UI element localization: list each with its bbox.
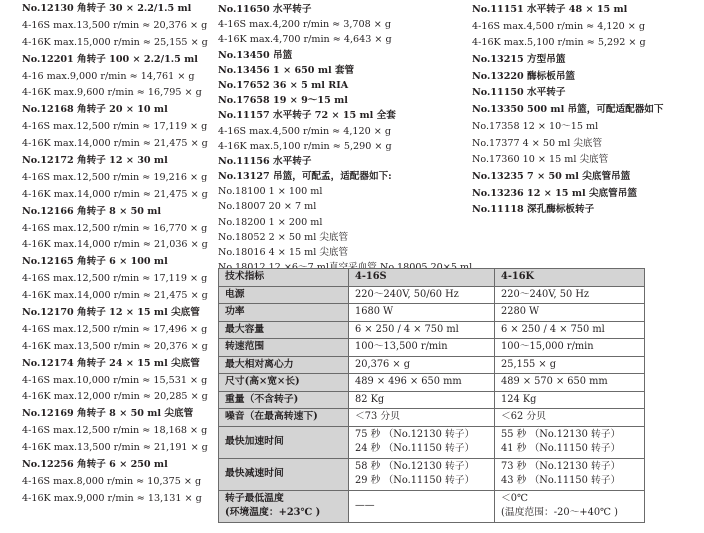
rotor-spec-line: 4-16S max.4,500 r/min ≈ 4,120 × g: [218, 125, 392, 137]
spec-table-header-row: [219, 269, 645, 287]
rotor-spec-line: 4-16K max.14,000 r/min ≈ 21,475 × g: [22, 290, 208, 302]
rotor-title: No.13236 12 × 15 ml 尖底管吊篮: [472, 187, 637, 199]
rotor-spec-line: No.18200 1 × 200 ml: [218, 216, 323, 228]
rotor-title: No.17652 36 × 5 ml RIA: [218, 79, 349, 91]
rotor-spec-line: 4-16K max.13,500 r/min ≈ 20,376 × g: [22, 340, 208, 352]
spec-value-4-16k: [495, 458, 645, 490]
rotor-spec-line: 4-16K max.9,600 r/min ≈ 16,795 × g: [22, 87, 202, 99]
rotor-spec-line: 4-16S max.12,500 r/min ≈ 19,216 × g: [22, 171, 208, 183]
rotor-title: No.13450 吊篮: [218, 49, 293, 61]
spec-value-4-16s: 6 × 250 / 4 × 750 ml: [349, 321, 495, 339]
rotor-spec-line: 4-16S max.8,000 r/min ≈ 10,375 × g: [22, 475, 202, 487]
spec-label: 重量（不含转子): [219, 391, 349, 409]
rotor-title: No.13456 1 × 650 ml 套管: [218, 64, 355, 76]
spec-value-4-16s: 220～240V, 50/60 Hz: [349, 286, 495, 304]
rotor-title: No.13235 7 × 50 ml 尖底管吊篮: [472, 170, 631, 182]
rotor-spec-line: No.17377 4 × 50 ml 尖底管: [472, 137, 603, 149]
rotor-title: No.13127 吊篮，可配孟，适配器如下:: [218, 171, 392, 183]
rotor-title: No.11156 水平转子: [218, 155, 312, 167]
rotor-spec-line: 4-16S max.12,500 r/min ≈ 16,770 × g: [22, 222, 208, 234]
rotor-spec-line: 4-16S max.4,500 r/min ≈ 4,120 × g: [472, 20, 646, 32]
spec-label: [219, 490, 349, 522]
rotor-title: No.11650 水平转子: [218, 4, 312, 15]
spec-label: 最大容量: [219, 321, 349, 339]
temp-value-line: ＜0℃: [501, 493, 528, 504]
rotor-spec-line: 4-16K max.5,100 r/min ≈ 5,290 × g: [218, 140, 392, 152]
spec-row-accel: [219, 426, 645, 458]
rotor-spec-line: No.18052 2 × 50 ml 尖底管: [218, 231, 349, 243]
spec-header-label: 技术指标: [219, 269, 349, 287]
spec-row: [219, 374, 645, 392]
spec-value-4-16s: 489 × 496 × 650 mm: [349, 374, 495, 392]
spec-row-decel: [219, 458, 645, 490]
spec-label: 最大相对离心力: [219, 356, 349, 374]
left-rotor-column: [22, 1, 208, 508]
spec-row: [219, 321, 645, 339]
spec-value-4-16s: 100～13,500 r/min: [349, 339, 495, 357]
time-line: 75 秒 （No.12130 转子）: [355, 429, 475, 440]
spec-label: 功率: [219, 304, 349, 322]
rotor-spec-line: No.17358 12 × 10～15 ml: [472, 120, 599, 132]
spec-row: [219, 304, 645, 322]
rotor-title: No.12165 角转子 6 × 100 ml: [22, 256, 168, 268]
spec-header-4-16k: 4-16K: [495, 269, 645, 287]
temp-label-line: 转子最低温度: [225, 493, 284, 504]
rotor-title: No.12168 角转子 20 × 10 ml: [22, 104, 168, 116]
rotor-spec-line: 4-16S max.10,000 r/min ≈ 15,531 × g: [22, 374, 208, 386]
spec-label: 转速范围: [219, 339, 349, 357]
spec-value-4-16k: 220～240V, 50 Hz: [495, 286, 645, 304]
middle-rotor-column: [218, 2, 472, 275]
spec-value-4-16k: 489 × 570 × 650 mm: [495, 374, 645, 392]
rotor-spec-line: 4-16K max.14,000 r/min ≈ 21,036 × g: [22, 239, 208, 251]
spec-value-4-16k: 124 Kg: [495, 391, 645, 409]
temp-label-line: (环境温度：+23℃ ): [225, 507, 321, 518]
spec-row: [219, 391, 645, 409]
spec-row: [219, 356, 645, 374]
spec-value-4-16s: ＜73 分贝: [349, 409, 495, 427]
temp-value-line: (温度范围：-20～+40℃ ): [501, 507, 618, 518]
time-line: 43 秒 （No.11150 转子）: [501, 475, 621, 486]
spec-value-4-16s: [349, 458, 495, 490]
spec-row: [219, 286, 645, 304]
spec-value-4-16s: [349, 426, 495, 458]
spec-label: 最快加速时间: [219, 426, 349, 458]
spec-value-4-16k: 100～15,000 r/min: [495, 339, 645, 357]
rotor-spec-line: No.18007 20 × 7 ml: [218, 201, 317, 213]
rotor-title: No.13215 方型吊篮: [472, 54, 566, 66]
spec-value-4-16k: ＜62 分贝: [495, 409, 645, 427]
rotor-title: No.17658 19 × 9～15 ml: [218, 95, 348, 107]
spec-label: 噪音（在最高转速下): [219, 409, 349, 427]
rotor-spec-line: 4-16S max.12,500 r/min ≈ 17,119 × g: [22, 121, 208, 133]
right-rotor-column: [472, 2, 664, 219]
rotor-spec-line: 4-16K max.14,000 r/min ≈ 21,475 × g: [22, 138, 208, 150]
rotor-title: No.12172 角转子 12 × 30 ml: [22, 155, 168, 167]
rotor-spec-line: 4-16S max.12,500 r/min ≈ 18,168 × g: [22, 425, 208, 437]
rotor-spec-line: 4-16K max.14,000 r/min ≈ 21,475 × g: [22, 188, 208, 200]
rotor-spec-line: 4-16S max.4,200 r/min ≈ 3,708 × g: [218, 19, 392, 31]
rotor-spec-line: 4-16K max.5,100 r/min ≈ 5,292 × g: [472, 37, 646, 49]
rotor-title: No.11157 水平转子 72 × 15 ml 全套: [218, 110, 396, 122]
rotor-spec-line: 4-16S max.13,500 r/min ≈ 20,376 × g: [22, 19, 208, 31]
rotor-title: No.11150 水平转子: [472, 87, 566, 99]
spec-value-4-16k: 6 × 250 / 4 × 750 ml: [495, 321, 645, 339]
rotor-spec-line: 4-16K max.9,000 r/min ≈ 13,131 × g: [22, 492, 202, 504]
rotor-title: No.12166 角转子 8 × 50 ml: [22, 205, 162, 217]
rotor-title: No.12130 角转子 30 × 2.2/1.5 ml: [22, 3, 192, 14]
rotor-spec-line: 4-16S max.12,500 r/min ≈ 17,119 × g: [22, 273, 208, 285]
rotor-spec-line: 4-16K max.12,000 r/min ≈ 20,285 × g: [22, 391, 208, 403]
spec-value-4-16s: ——: [349, 490, 495, 522]
time-line: 29 秒 （No.11150 转子）: [355, 475, 475, 486]
rotor-title: No.12174 角转子 24 × 15 ml 尖底管: [22, 357, 200, 369]
rotor-title: No.13220 酶标板吊篮: [472, 70, 576, 82]
rotor-title: No.11151 水平转子 48 × 15 ml: [472, 4, 628, 15]
rotor-title: No.13350 500 ml 吊篮，可配适配器如下: [472, 104, 664, 116]
rotor-spec-line: 4-16K max.15,000 r/min ≈ 25,155 × g: [22, 36, 208, 48]
spec-table-body: [219, 269, 645, 523]
spec-value-4-16s: 1680 W: [349, 304, 495, 322]
spec-table: [218, 268, 645, 523]
spec-value-4-16k: [495, 426, 645, 458]
rotor-spec-line: No.17360 10 × 15 ml 尖底管: [472, 154, 609, 166]
spec-label: 电源: [219, 286, 349, 304]
rotor-title: No.12169 角转子 8 × 50 ml 尖底管: [22, 408, 194, 420]
spec-label: 尺寸(高×宽×长): [219, 374, 349, 392]
rotor-spec-line: 4-16K max.4,700 r/min ≈ 4,643 × g: [218, 34, 392, 46]
time-line: 58 秒 （No.12130 转子）: [355, 461, 475, 472]
spec-row: [219, 409, 645, 427]
rotor-spec-line: No.18100 1 × 100 ml: [218, 186, 323, 198]
rotor-title: No.11118 深孔酶标板转子: [472, 204, 595, 216]
spec-value-4-16s: 20,376 × g: [349, 356, 495, 374]
time-line: 55 秒 （No.12130 转子）: [501, 429, 621, 440]
time-line: 41 秒 （No.11150 转子）: [501, 443, 621, 454]
spec-value-4-16k: [495, 490, 645, 522]
spec-row-temp: [219, 490, 645, 522]
time-line: 73 秒 （No.12130 转子）: [501, 461, 621, 472]
rotor-title: No.12256 角转子 6 × 250 ml: [22, 459, 168, 471]
spec-label: 最快减速时间: [219, 458, 349, 490]
rotor-title: No.12170 角转子 12 × 15 ml 尖底管: [22, 307, 200, 319]
spec-header-4-16s: 4-16S: [349, 269, 495, 287]
spec-value-4-16k: 25,155 × g: [495, 356, 645, 374]
spec-row: [219, 339, 645, 357]
rotor-spec-line: 4-16S max.12,500 r/min ≈ 17,496 × g: [22, 323, 208, 335]
spec-value-4-16s: 82 Kg: [349, 391, 495, 409]
spec-value-4-16k: 2280 W: [495, 304, 645, 322]
rotor-spec-line: 4-16 max.9,000 r/min ≈ 14,761 × g: [22, 70, 195, 82]
rotor-title: No.12201 角转子 100 × 2.2/1.5 ml: [22, 53, 198, 65]
rotor-spec-line: 4-16K max.13,500 r/min ≈ 21,191 × g: [22, 442, 208, 454]
time-line: 24 秒 （No.11150 转子）: [355, 443, 475, 454]
rotor-spec-line: No.18016 4 × 15 ml 尖底管: [218, 247, 349, 258]
